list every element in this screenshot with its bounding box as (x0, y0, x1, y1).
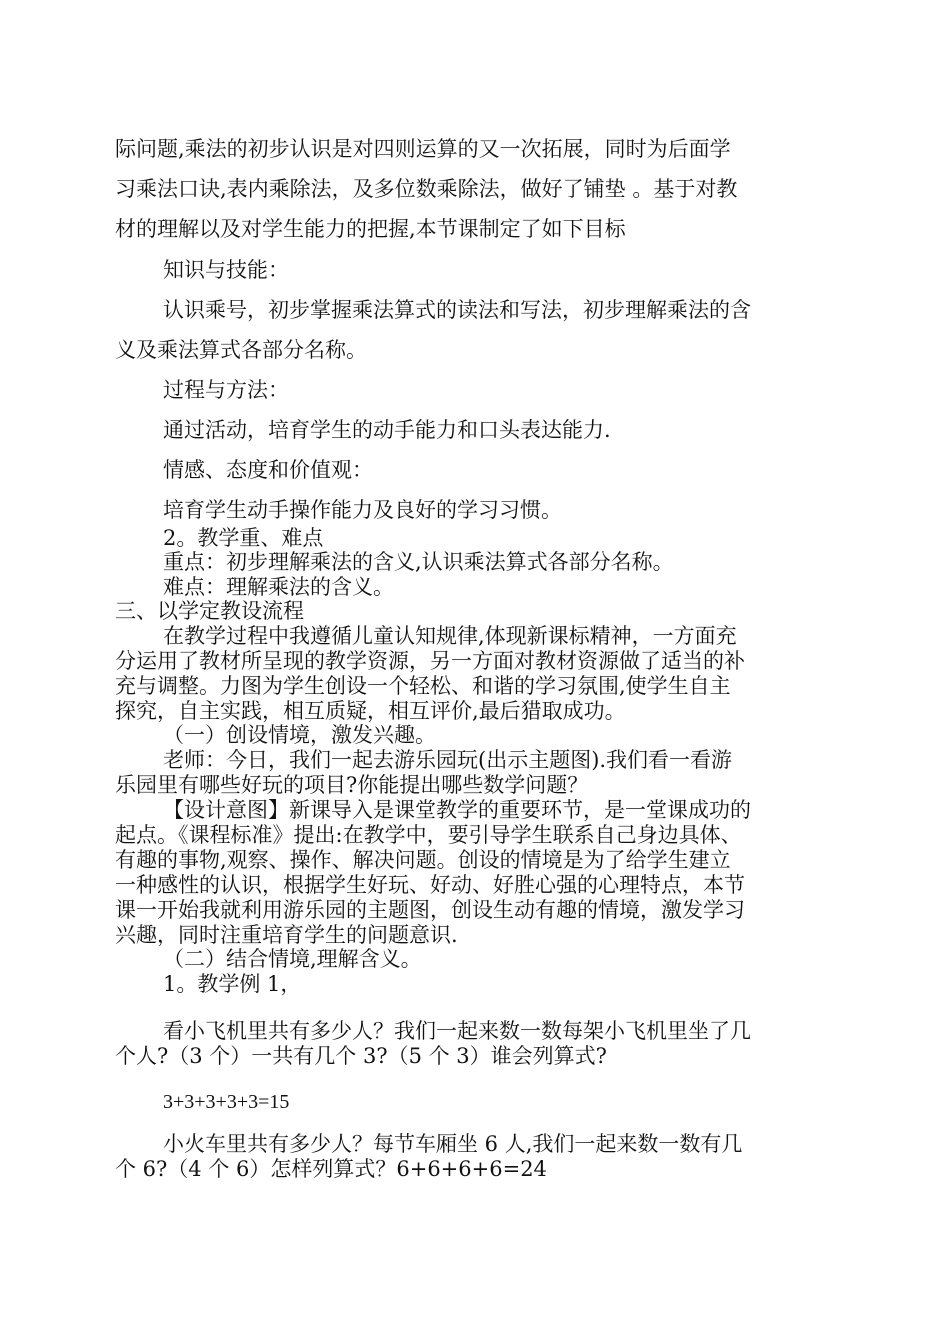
text-line-3: 材的理解以及对学生能力的把握,本节课制定了如下目标 (115, 217, 626, 241)
heading-key-difficult-points: 2。教学重、难点 (163, 526, 324, 550)
equation-line: 3+3+3+3+3=15 (163, 1091, 290, 1113)
text-line-33: 小火车里共有多少人？每节车厢坐 6 人,我们一起来数一数有几 (163, 1132, 743, 1156)
heading-emotion-attitude: 情感、态度和价值观： (163, 458, 373, 482)
text-line-24: 有趣的事物,观察、操作、解决问题。创设的情境是为了给学生建立 (115, 848, 731, 872)
text-line-17: 充与调整。力图为学生创设一个轻松、和谐的学习氛围,使学生自主 (115, 674, 731, 698)
text-line-26: 课一开始我就利用游乐园的主题图，创设生动有趣的情境，激发学习 (115, 898, 745, 922)
heading-process-method: 过程与方法： (163, 378, 289, 402)
text-line-8: 通过活动，培育学生的动手能力和口头表达能力. (163, 418, 611, 442)
text-line-27: 兴趣，同时注重培育学生的问题意识. (115, 923, 458, 947)
text-line-34: 个 6?（4 个 6）怎样列算式？6+6+6+6=24 (115, 1157, 547, 1181)
text-line-5: 认识乘号，初步掌握乘法算式的读法和写法，初步理解乘法的含 (163, 298, 751, 322)
text-line-23: 起点。《课程标准》提出:在教学中，要引导学生联系自己身边具体、 (115, 823, 742, 847)
text-line-20: 老师：今日，我们一起去游乐园玩(出示主题图).我们看一看游 (163, 748, 733, 772)
text-line-16: 分运用了教材所呈现的教学资源，另一方面对教材资源做了适当的补 (115, 649, 745, 673)
text-line-10: 培育学生动手操作能力及良好的学习习惯。 (163, 498, 562, 522)
text-line-1: 际问题,乘法的初步认识是对四则运算的又一次拓展，同时为后面学 (115, 137, 731, 161)
heading-create-situation: （一）创设情境，激发兴趣。 (163, 723, 436, 747)
text-line-22: 【设计意图】新课导入是课堂教学的重要环节，是一堂课成功的 (163, 798, 751, 822)
text-line-18: 探究，自主实践，相互质疑，相互评价,最后猎取成功。 (115, 699, 626, 723)
text-line-12: 重点：初步理解乘法的含义,认识乘法算式各部分名称。 (163, 550, 674, 574)
heading-combine-situation: （二）结合情境,理解含义。 (163, 947, 422, 971)
text-line-30: 看小飞机里共有多少人？我们一起来数一数每架小飞机里坐了几 (163, 1019, 751, 1043)
text-line-15: 在教学过程中我遵循儿童认知规律,体现新课标精神，一方面充 (163, 624, 737, 648)
heading-knowledge-skills: 知识与技能： (163, 258, 289, 282)
text-line-21: 乐园里有哪些好玩的项目?你能提出哪些数学问题？ (115, 773, 589, 797)
text-line-13: 难点：理解乘法的含义。 (163, 575, 394, 599)
text-line-6: 义及乘法算式各部分名称。 (115, 338, 367, 362)
text-line-31: 个人?（3 个）一共有几个 3?（5 个 3）谁会列算式? (115, 1044, 607, 1068)
heading-example-1: 1。教学例 1， (163, 972, 302, 996)
heading-section-three: 三、以学定教设流程 (115, 599, 304, 623)
text-line-25: 一种感性的认识，根据学生好玩、好动、好胜心强的心理特点，本节 (115, 873, 745, 897)
text-line-2: 习乘法口诀,表内乘除法，及多位数乘除法，做好了铺垫 。基于对教 (115, 177, 738, 201)
